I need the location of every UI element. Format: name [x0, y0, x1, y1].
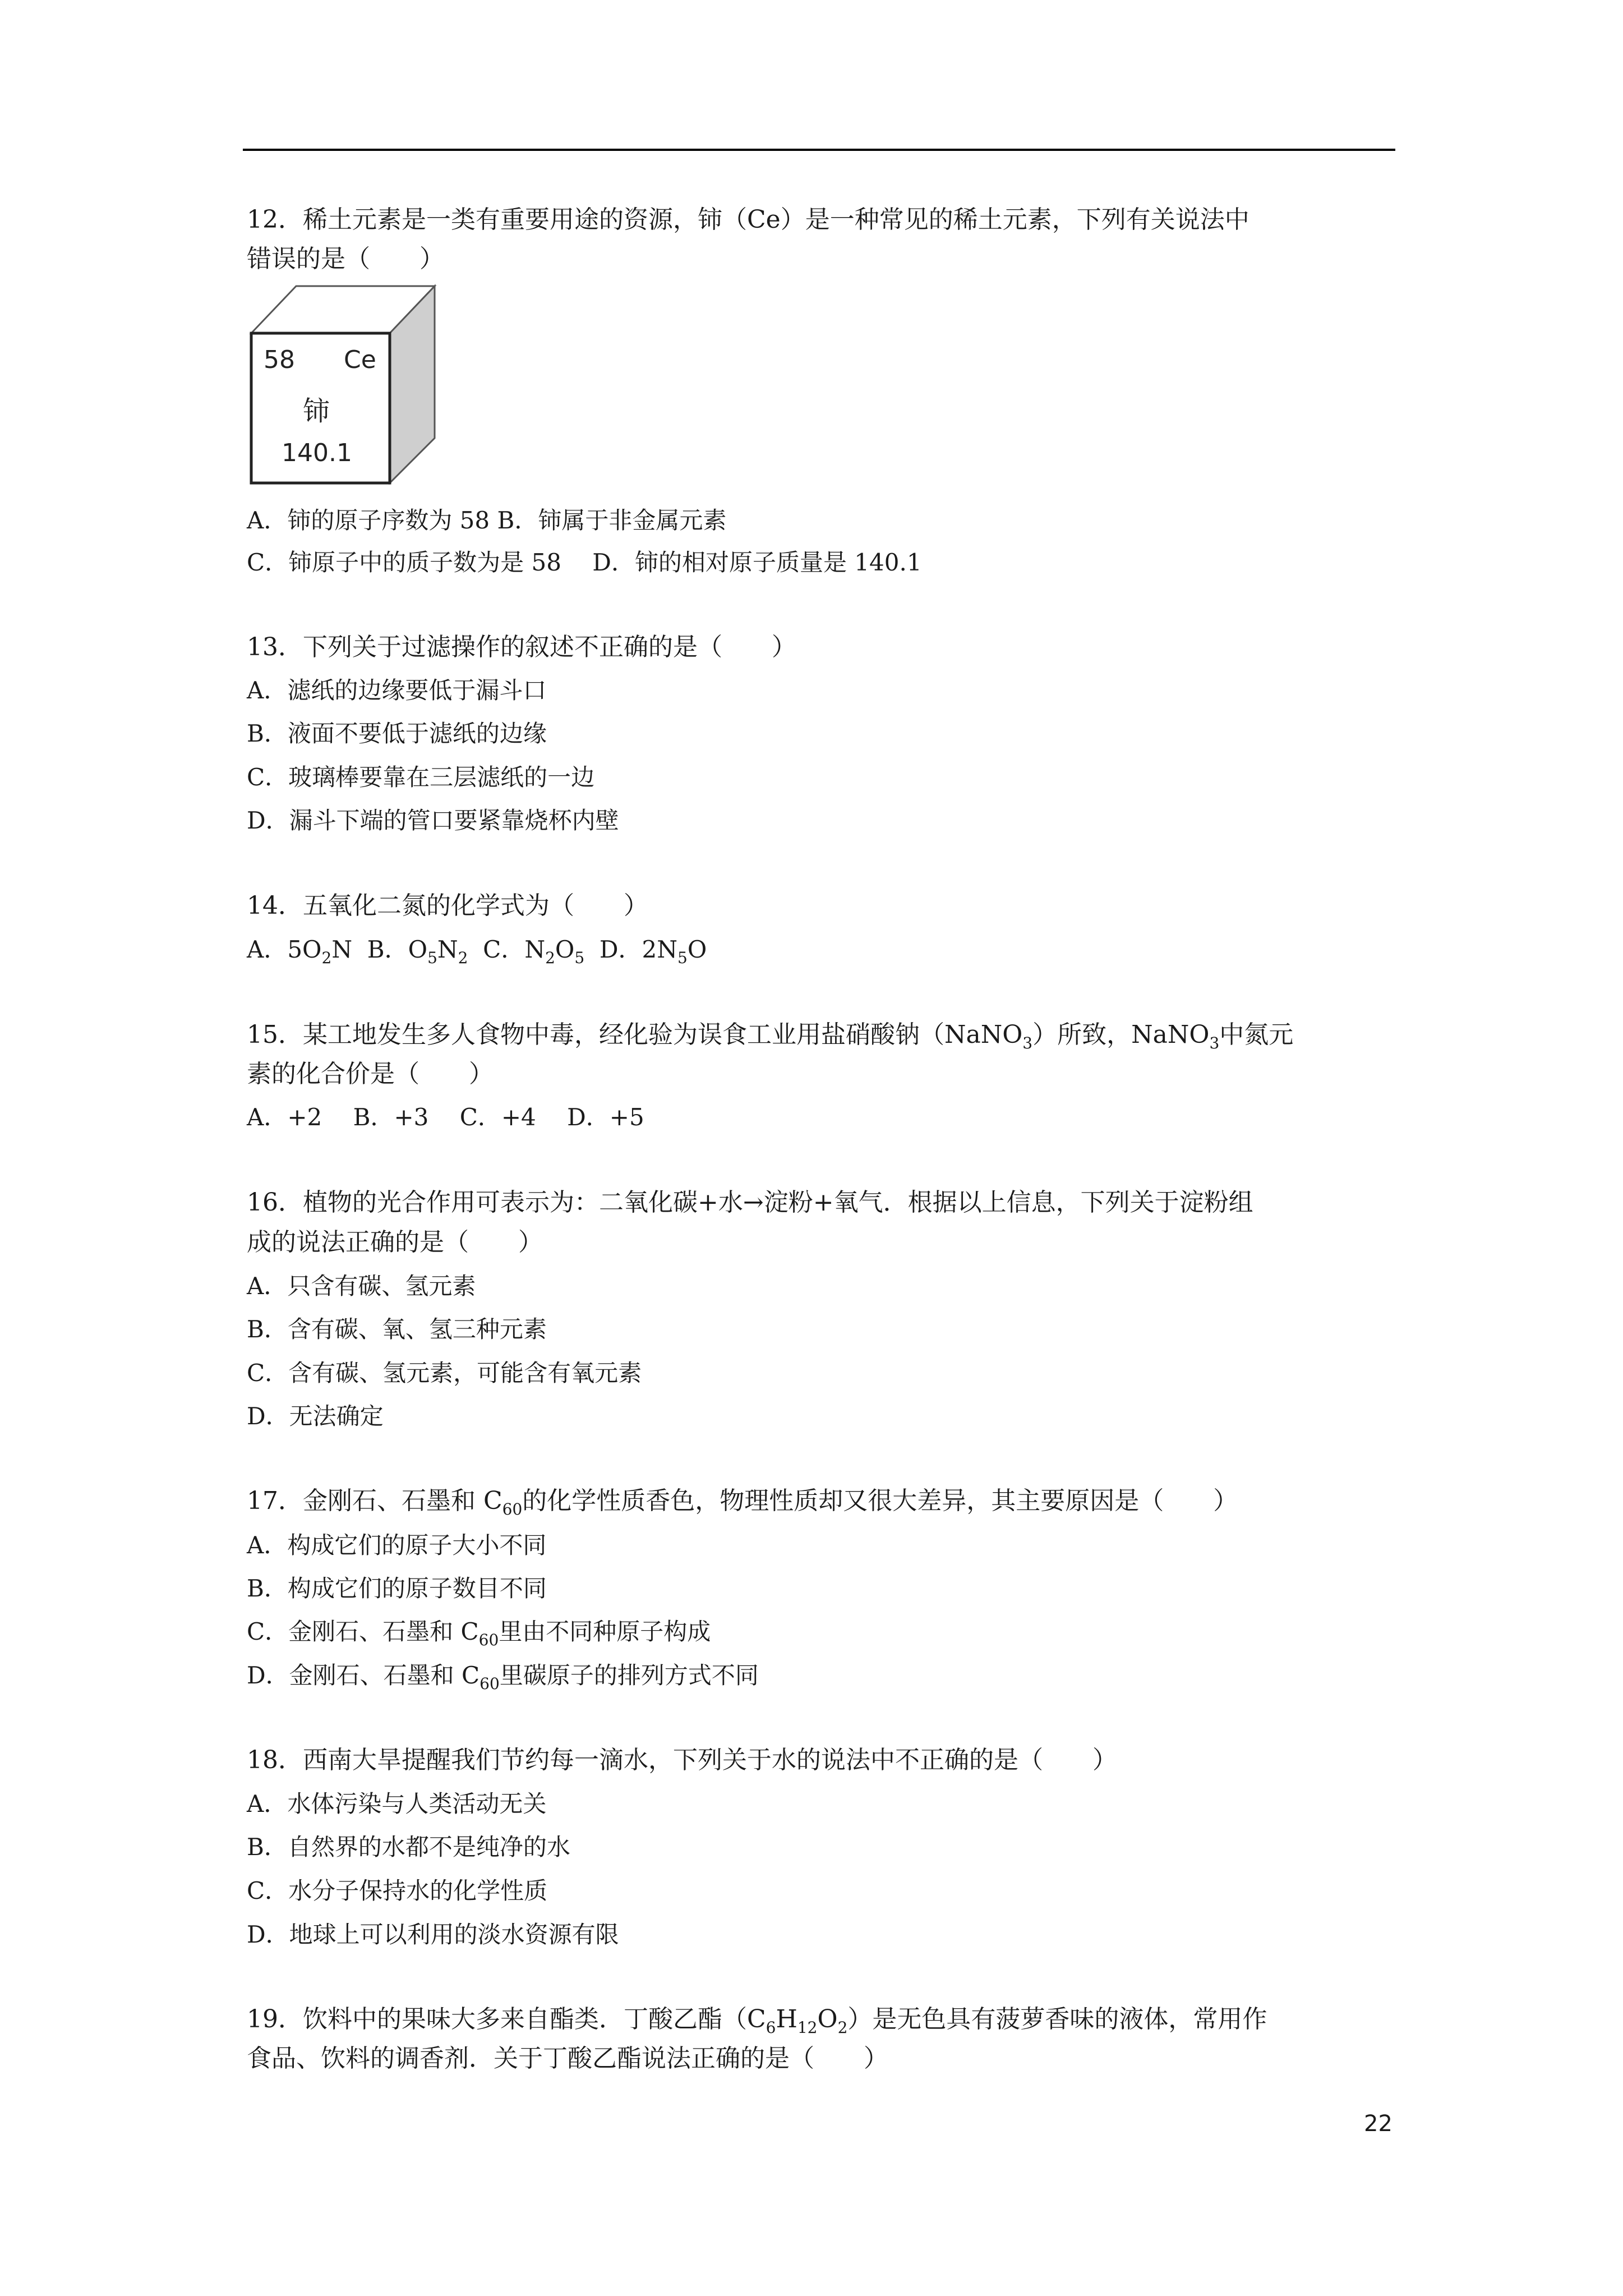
q12-options-ab: A．铈的原子序数为 58 B．铈属于非金属元素 — [247, 507, 727, 534]
q17-option-c: C．金刚石、石墨和 $C_{60}$里由不同种原子构成 — [247, 1618, 711, 1649]
q16-option-b: B．含有碳、氧、氢三种元素 — [247, 1315, 547, 1343]
q18-stem: 18．西南大旱提醒我们节约每一滴水，下列关于水的说法中不正确的是（ ） — [247, 1746, 1117, 1774]
q16-stem-line1: 16．植物的光合作用可表示为：二氧化碳+水→淀粉+氧气．根据以上信息，下列关于淀粉组 — [247, 1188, 1253, 1217]
q17-option-b: B．构成它们的原子数目不同 — [247, 1575, 547, 1602]
q18-option-c: C．水分子保持水的化学性质 — [247, 1877, 548, 1904]
q16-stem-line2: 成的说法正确的是（ ） — [247, 1228, 543, 1257]
header-rule — [243, 149, 1395, 151]
q12-stem-line1: 12．稀土元素是一类有重要用途的资源，铈（Ce）是一种常见的稀土元素，下列有关说法中 — [247, 205, 1249, 234]
q17-stem: 17．金刚石、石墨和 $C_{60}$的化学性质香色，物理性质却又很大差异，其主要原因是（ ） — [247, 1487, 1238, 1519]
q16-option-c: C．含有碳、氢元素，可能含有氧元素 — [247, 1359, 642, 1387]
element-atomic-number: 58 — [264, 346, 295, 374]
q17-option-d: D．金刚石、石墨和 $C_{60}$里碳原子的排列方式不同 — [247, 1662, 759, 1693]
q18-option-a: A．水体污染与人类活动无关 — [247, 1790, 547, 1818]
q16-option-d: D．无法确定 — [247, 1402, 384, 1430]
q13-stem: 13．下列关于过滤操作的叙述不正确的是（ ） — [247, 633, 796, 661]
q13-option-b: B．液面不要低于滤纸的边缘 — [247, 720, 547, 747]
q12-options-cd: C．铈原子中的质子数为是 58 D．铈的相对原子质量是 140.1 — [247, 549, 922, 576]
element-tile-cerium — [247, 284, 440, 485]
q15-stem-line2: 素的化合价是（ ） — [247, 1060, 494, 1088]
q18-option-d: D．地球上可以利用的淡水资源有限 — [247, 1921, 619, 1948]
element-name: 铈 — [303, 395, 330, 427]
q15-stem-line1: 15．某工地发生多人食物中毒，经化验为误食工业用盐硝酸钠（NaNO$_3$）所致，NaNO$_3$中氮元 — [247, 1020, 1294, 1052]
q18-option-b: B．自然界的水都不是纯净的水 — [247, 1833, 570, 1861]
q15-options: A．+2 B．+3 C．+4 D．+5 — [247, 1103, 644, 1131]
q17-option-a: A．构成它们的原子大小不同 — [247, 1531, 547, 1559]
q19-stem-line1: 19．饮料中的果味大多来自酯类．丁酸乙酯$(C_6H_{12}O_2)$是无色具有菠萝香味的液体，常用作 — [247, 2005, 1267, 2037]
q13-option-c: C．玻璃棒要靠在三层滤纸的一边 — [247, 763, 595, 791]
element-atomic-mass: 140.1 — [282, 439, 352, 467]
q12-stem-line2: 错误的是（ ） — [247, 245, 444, 273]
page-number: 22 — [1364, 2111, 1393, 2137]
q13-option-a: A．滤纸的边缘要低于漏斗口 — [247, 677, 547, 704]
q14-stem: 14．五氧化二氮的化学式为（ ） — [247, 891, 648, 920]
q13-option-d: D．漏斗下端的管口要紧靠烧杯内壁 — [247, 807, 619, 834]
q16-option-a: A．只含有碳、氢元素 — [247, 1272, 476, 1300]
q14-options: A．$5O_2N$ B．$O_5N_2$ C．$N_2O_5$ D．$2N_5O$ — [247, 936, 707, 967]
q19-stem-line2: 食品、饮料的调香剂．关于丁酸乙酯说法正确的是（ ） — [247, 2044, 888, 2073]
element-symbol: Ce — [344, 346, 376, 374]
